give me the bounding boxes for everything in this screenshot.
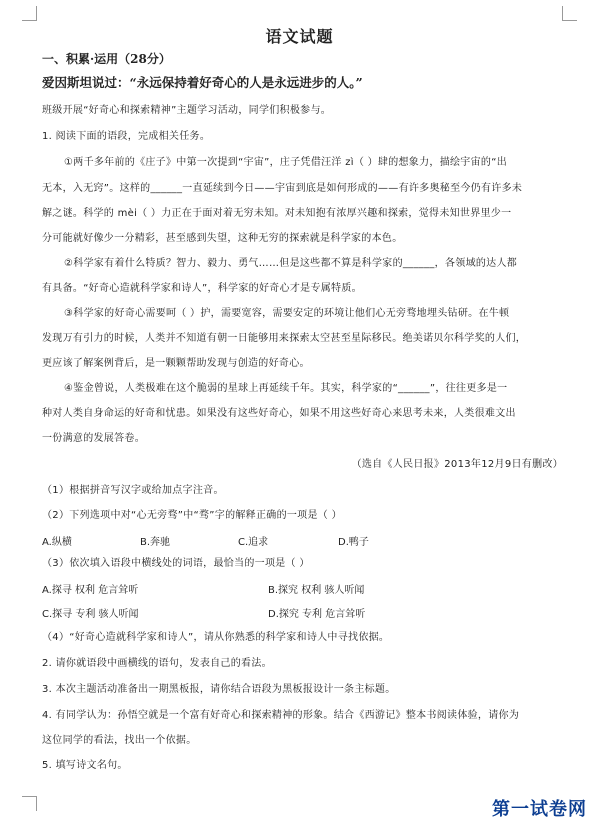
subquestion-3-option-b: B.探究 权利 骇人听闻: [268, 585, 365, 596]
question-1: 1. 阅读下面的语段，完成相关任务。: [42, 131, 211, 142]
subquestion-3-option-a: A.探寻 权利 危言耸听: [42, 585, 139, 596]
einstein-quote: 爱因斯坦说过：“永远保持着好奇心的人是永远进步的人。”: [42, 75, 363, 90]
subquestion-3: （3）依次填入语段中横线处的词语，最恰当的一项是（ ）: [42, 558, 310, 569]
paragraph-1-line: ①两千多年前的《庄子》中第一次提到“宇宙”，庄子凭借汪洋 zì（ ）肆的想象力，描绘宇宙的“出: [64, 157, 507, 168]
crop-mark-top-left: [22, 6, 37, 21]
subquestion-2-option-b: B.奔驰: [140, 537, 171, 548]
paragraph-3-line: 发现万有引力的时候，人类并不知道有朝一日能够用来探索太空甚至星际移民。绝美诺贝尔科学奖的人们，: [42, 333, 527, 344]
paragraph-1-line: 分可能就好像少一分精彩，甚至感到失望，这种无穷的探索就是科学家的本色。: [42, 233, 403, 244]
subquestion-2-option-c: C.追求: [238, 537, 269, 548]
activity-intro: 班级开展“好奇心和探索精神”主题学习活动，同学们积极参与。: [42, 105, 332, 116]
paragraph-1-line: 解之谜。科学的 mèi（ ）力正在于面对着无穷未知。对未知抱有浓厚兴趣和探索，觉得未知世界里少一: [42, 208, 512, 219]
paragraph-1-line: 无本，入无窍”。这样的______一直延续到今日——宇宙到底是如何形成的——有许多奥秘至今仍有许多未: [42, 183, 523, 194]
paragraph-3-line: ③科学家的好奇心需要呵（ ）护，需要宽容，需要安定的环境让他们心无旁骛地埋头钻研。在牛顿: [64, 308, 510, 319]
section-heading: 一、积累·运用（28分）: [42, 52, 171, 66]
paragraph-2-line: ②科学家有着什么特质？智力、毅力、勇气……但是这些都不算是科学家的______，各领域的达人都: [64, 258, 518, 269]
subquestion-1: （1）根据拼音写汉字或给加点字注音。: [42, 485, 224, 496]
site-watermark-logo: 第一试卷网: [492, 799, 587, 820]
question-3: 3. 本次主题活动准备出一期黑板报，请你结合语段为黑板报设计一条主标题。: [42, 684, 396, 695]
subquestion-4: （4）“好奇心造就科学家和诗人”，请从你熟悉的科学家和诗人中寻找依据。: [42, 632, 390, 643]
question-5: 5. 填写诗文名句。: [42, 760, 128, 771]
paragraph-2-line: 有具备。“好奇心造就科学家和诗人”，科学家的好奇心才是专属特质。: [42, 283, 362, 294]
question-2: 2. 请你就语段中画横线的语句，发表自己的看法。: [42, 658, 272, 669]
paragraph-3-line: 更应该了解案例背后，是一颗颗帮助发现与创造的好奇心。: [42, 358, 310, 369]
subquestion-3-option-d: D.探究 专利 危言耸听: [268, 609, 366, 620]
paragraph-4-line: 一份满意的发展答卷。: [42, 433, 145, 444]
paragraph-4-line: ④鉴金曾说，人类极难在这个脆弱的星球上再延续千年。其实，科学家的“______”，往往更多是一: [64, 383, 508, 394]
source-citation: （选自《人民日报》2013年12月9日有删改）: [351, 459, 563, 470]
question-4-line-2: 这位同学的看法，找出一个依据。: [42, 735, 197, 746]
subquestion-2-option-d: D.鸭子: [338, 537, 369, 548]
subquestion-2: （2）下列选项中对“心无旁骛”中“骛”字的解释正确的一项是（ ）: [42, 510, 342, 521]
crop-mark-bottom-left: [22, 796, 37, 811]
crop-mark-top-right: [562, 6, 577, 21]
subquestion-2-option-a: A.纵横: [42, 537, 72, 548]
subquestion-3-option-c: C.探寻 专利 骇人听闻: [42, 609, 139, 620]
page-title: 语文试题: [265, 27, 334, 46]
paragraph-4-line: 种对人类自身命运的好奇和忧患。如果没有这些好奇心，如果不用这些好奇心来思考未来，人类很难文出: [42, 408, 516, 419]
question-4-line-1: 4. 有同学认为：孙悟空就是一个富有好奇心和探索精神的形象。结合《西游记》整本书阅读体验，请你为: [42, 710, 520, 721]
